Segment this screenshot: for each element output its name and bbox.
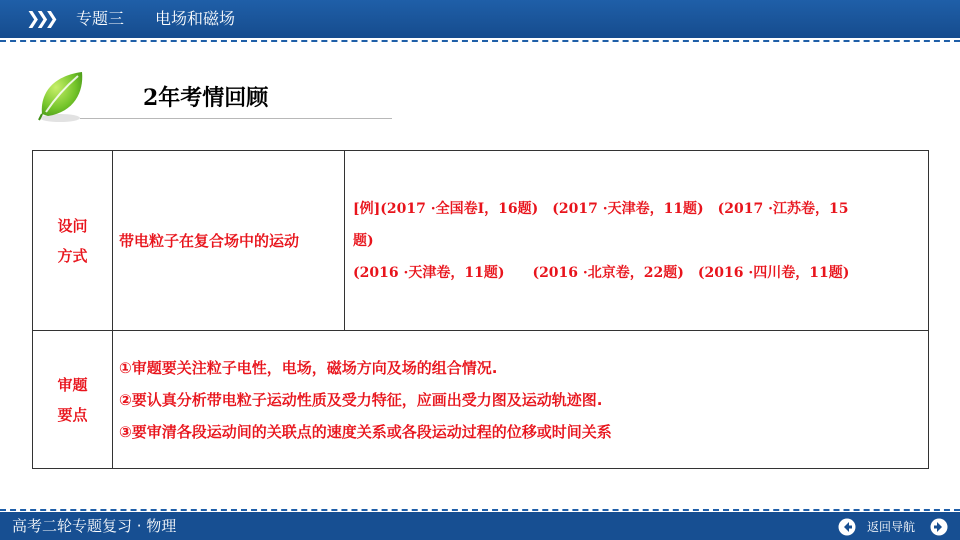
row-header-line: 设问 bbox=[57, 216, 88, 235]
topic-cell: 带电粒子在复合场中的运动 bbox=[113, 151, 345, 331]
key-points-cell bbox=[113, 331, 929, 469]
topic-label: 电场和磁场 bbox=[155, 9, 236, 28]
examples-cell bbox=[345, 151, 929, 331]
key-point: ②要认真分析带电粒子运动性质及受力特征，应画出受力图及运动轨迹图. bbox=[119, 390, 603, 409]
key-point: ③要审清各段运动间的关联点的速度关系或各段运动过程的位移或时间关系 bbox=[119, 422, 612, 441]
arrow-left-circle-icon[interactable] bbox=[838, 518, 856, 536]
footer-bar bbox=[0, 512, 960, 540]
course-label: 高考二轮专题复习 · 物理 bbox=[12, 517, 177, 535]
header-bar bbox=[0, 0, 960, 38]
page-title: 2年考情回顾 bbox=[143, 85, 269, 111]
key-point: ①审题要关注粒子电性，电场，磁场方向及场的组合情况. bbox=[119, 358, 498, 377]
back-to-nav-link[interactable]: 返回导航 bbox=[867, 520, 916, 534]
example-line: [例](2017 ·全国卷Ⅰ，16题) (2017 ·天津卷，11题) (2017 ·江苏卷，15 bbox=[353, 200, 849, 217]
footer-divider bbox=[0, 509, 960, 511]
row-header-line: 方式 bbox=[57, 246, 88, 265]
chevrons-icon: ❯❯❯ bbox=[26, 9, 54, 29]
example-line: (2016 ·天津卷，11题) (2016 ·北京卷，22题) (2016 ·四川卷，11题) bbox=[353, 264, 850, 281]
header-divider bbox=[0, 40, 960, 42]
table-row bbox=[33, 331, 929, 469]
section-label: 专题三 bbox=[76, 9, 125, 28]
row-header-line: 审题 bbox=[57, 375, 88, 394]
row-header-line: 要点 bbox=[57, 405, 88, 424]
review-table bbox=[32, 150, 929, 469]
row-header-question-style bbox=[33, 151, 113, 331]
row-header-key-points bbox=[33, 331, 113, 469]
arrow-right-circle-icon[interactable] bbox=[930, 518, 948, 536]
title-underline bbox=[80, 118, 392, 119]
table-row bbox=[33, 151, 929, 331]
leaf-icon bbox=[36, 68, 88, 124]
example-line: 题) bbox=[353, 232, 374, 249]
